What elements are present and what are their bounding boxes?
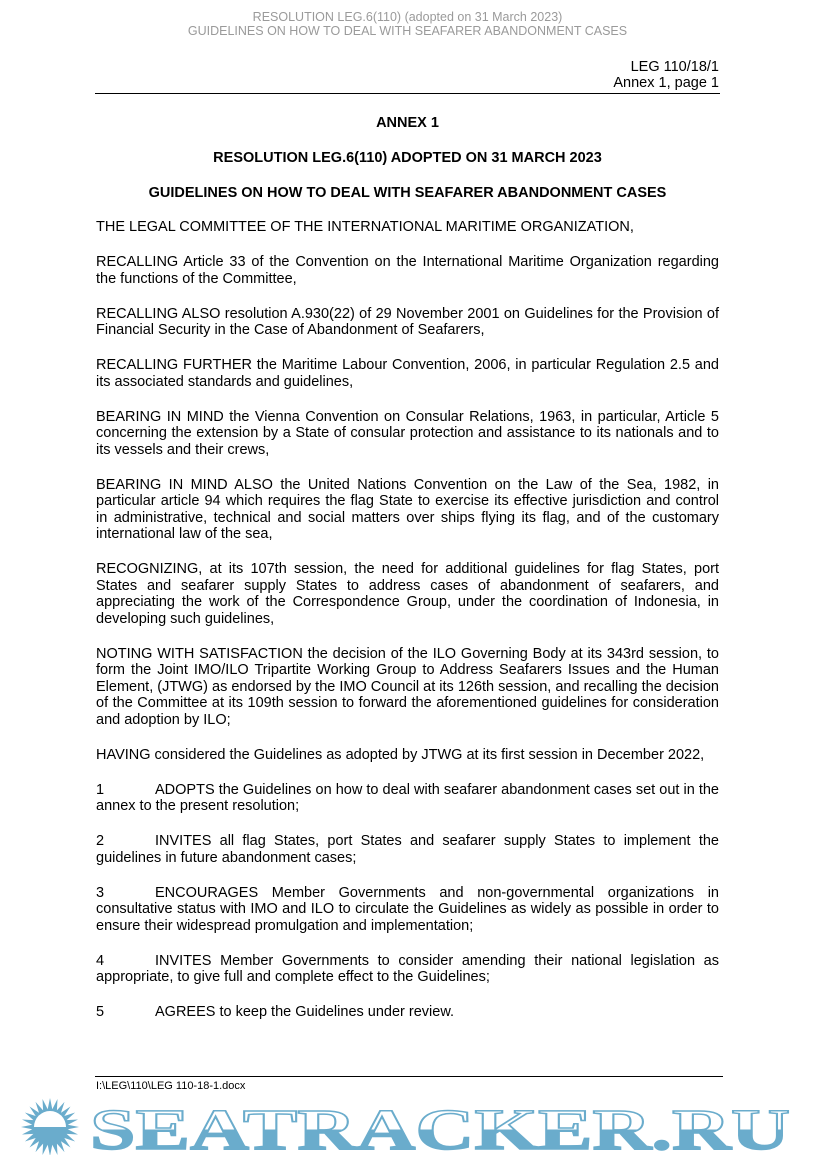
running-header	[0, 10, 815, 38]
resolution-heading: RESOLUTION LEG.6(110) ADOPTED ON 31 MARCH 2023	[213, 150, 602, 166]
document-reference	[613, 59, 719, 91]
annex-heading: ANNEX 1	[376, 115, 439, 131]
sun-icon	[21, 1098, 79, 1155]
paragraph-text: ADOPTS the Guidelines on how to deal with seafarer abandonment cases set out in the annex to the present resolution;	[96, 781, 719, 814]
preamble-paragraph: NOTING WITH SATISFACTION the decision of the ILO Governing Body at its 343rd session, to form the Joint IMO/ILO Tripartite Working Group to Address Seafarers Issues and the Human Element, (JTWG) as endorsed by the IMO Council at its 126th session, and recalling the decision of the Committee at its 109th session to forward the aforementioned guidelines for consideration and adoption by ILO;	[96, 645, 719, 728]
footer-rule	[95, 1076, 723, 1077]
preamble-paragraph: RECALLING Article 33 of the Convention on the International Maritime Organization regarding the functions of the Committee,	[96, 254, 719, 287]
paragraph-number: 4	[96, 952, 105, 969]
page-number: Annex 1, page 1	[613, 75, 719, 91]
operative-paragraph	[96, 885, 719, 935]
guidelines-heading: GUIDELINES ON HOW TO DEAL WITH SEAFARER ABANDONMENT CASES	[148, 185, 667, 201]
watermark-text: SEATRACKER.RU	[90, 1097, 790, 1155]
document-body	[96, 219, 719, 1039]
operative-paragraph	[96, 833, 719, 866]
preamble-paragraph: RECOGNIZING, at its 107th session, the need for additional guidelines for flag States, port States and seafarer supply States to address cases of abandonment of seafarers, and appreciating the work of the Correspondence Group, under the coordination of Indonesia, in developing such guidelines,	[96, 561, 719, 627]
running-header-line1: RESOLUTION LEG.6(110) (adopted on 31 March 2023)	[252, 10, 563, 24]
paragraph-number: 2	[96, 833, 105, 849]
paragraph-number: 3	[96, 884, 105, 901]
preamble-paragraph: BEARING IN MIND the Vienna Convention on Consular Relations, 1963, in particular, Article 5 concerning the extension by a State of consular protection and assistance to its nationals and to its vessels and their crews,	[96, 408, 719, 458]
preamble-paragraph: HAVING considered the Guidelines as adopted by JTWG at its first session in December 2022,	[96, 746, 705, 763]
operative-paragraph	[96, 1004, 719, 1021]
preamble-paragraph: RECALLING ALSO resolution A.930(22) of 29 November 2001 on Guidelines for the Provision of Financial Security in the Case of Abandonment of Seafarers,	[96, 305, 719, 338]
paragraph-number: 1	[96, 781, 105, 798]
paragraph-text: INVITES all flag States, port States and seafarer supply States to implement the guidelines in future abandonment cases;	[96, 833, 719, 866]
operative-paragraph	[96, 782, 719, 815]
document-symbol: LEG 110/18/1	[630, 59, 719, 75]
preamble-paragraph: RECALLING FURTHER the Maritime Labour Convention, 2006, in particular Regulation 2.5 and its associated standards and guidelines,	[96, 357, 719, 390]
seatracker-watermark	[0, 1096, 815, 1155]
operative-paragraph	[96, 953, 719, 986]
header-rule	[95, 93, 720, 94]
preamble-paragraph: BEARING IN MIND ALSO the United Nations Convention on the Law of the Sea, 1982, in particular article 94 which requires the flag State to exercise its effective jurisdiction and control in administrative, technical and social matters over ships flying its flag, and of the customary international law of the sea,	[96, 476, 719, 542]
paragraph-text: INVITES Member Governments to consider amending their national legislation as appropriate, to give full and complete effect to the Guidelines;	[96, 952, 719, 985]
paragraph-number: 5	[96, 1004, 105, 1020]
running-header-line2: GUIDELINES ON HOW TO DEAL WITH SEAFARER ABANDONMENT CASES	[187, 24, 628, 38]
paragraph-text: ENCOURAGES Member Governments and non-governmental organizations in consultative status with IMO and ILO to circulate the Guidelines as widely as possible in order to ensure their widespread promulgation and implementation;	[96, 884, 719, 934]
preamble-paragraph: THE LEGAL COMMITTEE OF THE INTERNATIONAL MARITIME ORGANIZATION,	[96, 219, 634, 235]
footer-file-path: I:\LEG\110\LEG 110-18-1.docx	[96, 1080, 246, 1092]
paragraph-text: AGREES to keep the Guidelines under review.	[155, 1004, 455, 1020]
